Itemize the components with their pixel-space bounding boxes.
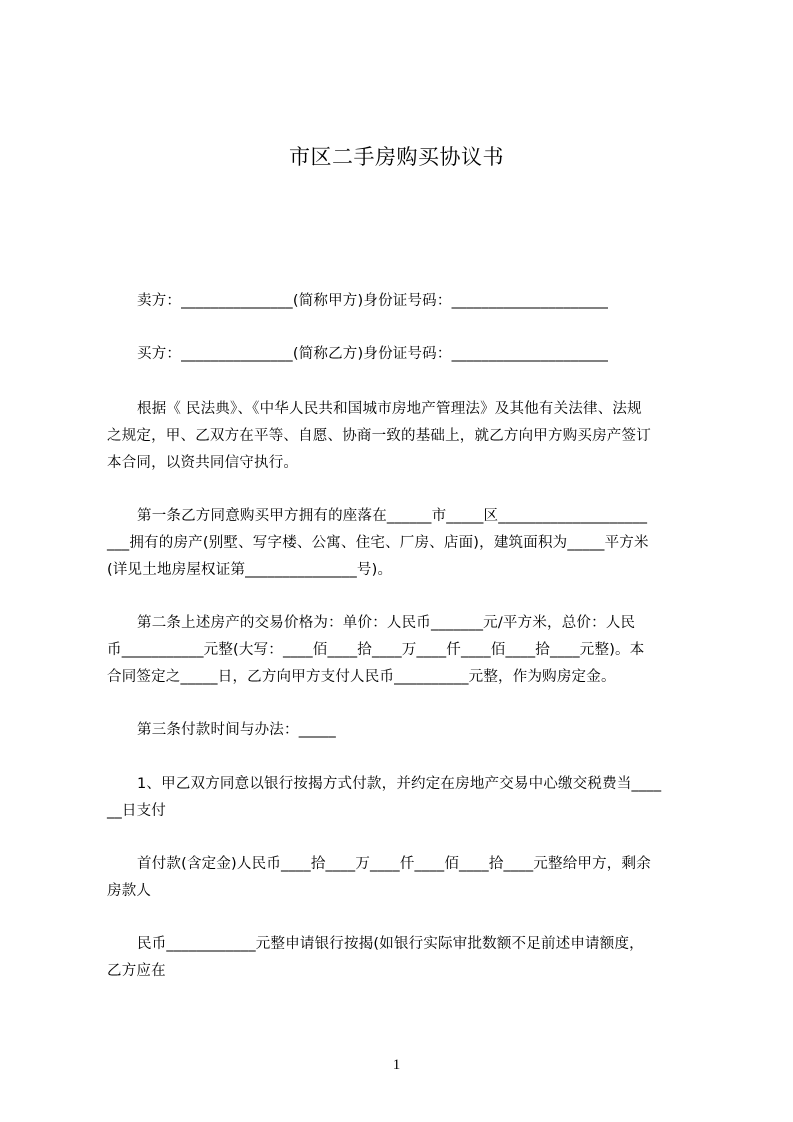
page-number: 1	[392, 1057, 401, 1073]
paragraph-line: 1、甲乙双方同意以银行按揭方式付款，并约定在房地产交易中心缴交税费当____	[137, 776, 662, 792]
paragraph-line: 第二条上述房产的交易价格为：单价：人民币_______元/平方米，总价：人民	[137, 615, 636, 631]
paragraph-line: ___拥有的房产(别墅、写字楼、公寓、住宅、厂房、店面)，建筑面积为_____平方米	[107, 535, 649, 551]
paragraph-line: 本合同，以资共同信守执行。	[107, 455, 299, 471]
paragraph-line: 乙方应在	[107, 963, 166, 979]
paragraph-line: 合同签定之_____日，乙方向甲方支付人民币__________元整，作为购房定金。	[107, 669, 616, 685]
paragraph-line: 卖方：_______________(简称甲方)身份证号码：_____________________	[137, 293, 609, 309]
document-body	[107, 0, 702, 1000]
paragraph-line: 币___________元整(大写：____佰____拾____万____仟____佰____拾____元整)。本	[107, 642, 645, 658]
paragraph-line: 根据《 民法典》、《中华人民共和国城市房地产管理法》及其他有关法律、法规	[137, 401, 642, 417]
paragraph-line: 民币____________元整申请银行按揭(如银行实际审批数额不足前述申请额度，	[137, 936, 644, 952]
paragraph-line: 之规定，甲、乙双方在平等、自愿、协商一致的基础上，就乙方向甲方购买房产签订	[107, 428, 651, 444]
paragraph-line: 第三条付款时间与办法：_____	[137, 722, 336, 738]
paragraph-line: 房款人	[107, 883, 152, 899]
paragraph-line: 第一条乙方同意购买甲方拥有的座落在______市_____区____________________	[137, 508, 648, 524]
paragraph-line: 首付款(含定金)人民币____拾____万____仟____佰____拾____元整给甲方，剩余	[137, 856, 651, 872]
document-title: 市区二手房购买协议书	[289, 145, 504, 169]
paragraph-line: (详见土地房屋权证第_______________号)。	[107, 562, 393, 578]
paragraph-line: __日支付	[107, 803, 166, 819]
paragraph-line: 买方：_______________(简称乙方)身份证号码：_____________________	[137, 346, 609, 362]
